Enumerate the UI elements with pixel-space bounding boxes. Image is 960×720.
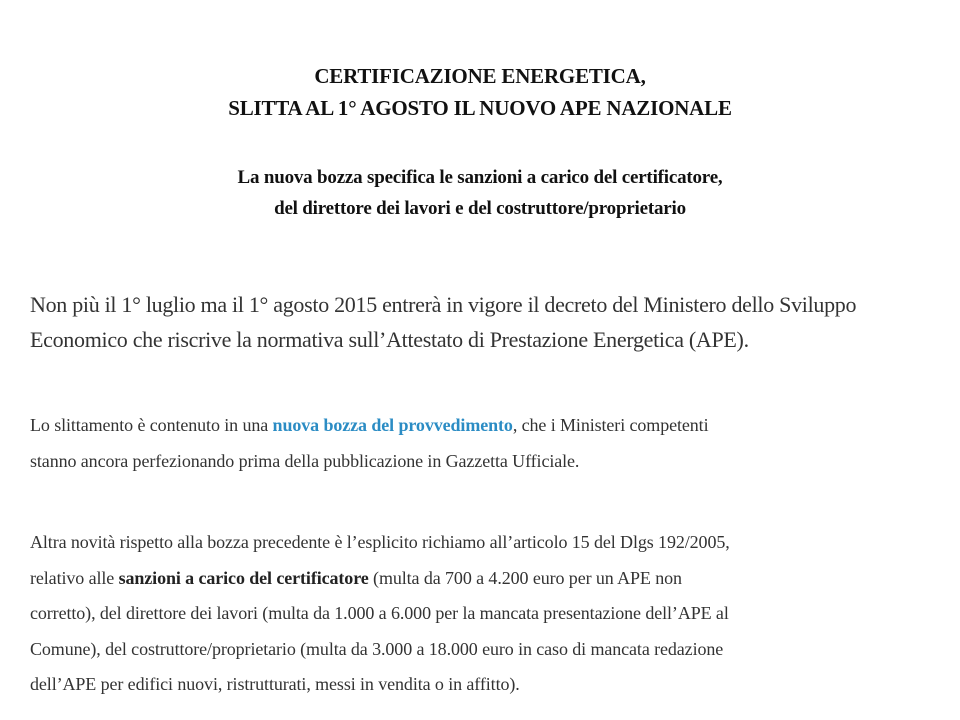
paragraph-intro-line-2: Economico che riscrive la normativa sull’Attestato di Prestazione Energetica (APE). <box>30 327 749 352</box>
title-line-1: CERTIFICAZIONE ENERGETICA, <box>314 64 646 88</box>
subtitle-line-1: La nuova bozza specifica le sanzioni a carico del certificatore, <box>237 167 723 188</box>
paragraph-postponement <box>30 407 930 479</box>
paragraph-sanctions-line-2 <box>30 561 930 597</box>
paragraph-sanctions-line-4: Comune), del costruttore/proprietario (multa da 3.000 a 18.000 euro in caso di mancata redazione <box>30 638 724 659</box>
paragraph-postponement-line-1 <box>30 407 930 443</box>
paragraph-sanctions-text-before-bold: relativo alle <box>30 567 119 588</box>
paragraph-postponement-text-after-link: , che i Ministeri competenti <box>512 415 709 435</box>
paragraph-intro <box>30 287 930 357</box>
paragraph-postponement-line-2: stanno ancora perfezionando prima della pubblicazione in Gazzetta Ufficiale. <box>30 451 580 471</box>
paragraph-sanctions-text-after-bold: (multa da 700 a 4.200 euro per un APE non <box>368 567 682 588</box>
subtitle-line-2: del direttore dei lavori e del costruttore/proprietario <box>274 198 686 219</box>
paragraph-sanctions <box>30 525 930 703</box>
title-line-2: SLITTA AL 1° AGOSTO IL NUOVO APE NAZIONALE <box>228 96 732 120</box>
page-title <box>0 60 960 124</box>
paragraph-sanctions-line-3: corretto), del direttore dei lavori (multa da 1.000 a 6.000 per la mancata presentazione dell’APE al <box>30 603 729 623</box>
paragraph-sanctions-line-5: dell’APE per edifici nuovi, ristrutturati, messi in vendita o in affitto). <box>30 674 520 694</box>
draft-provision-link[interactable]: nuova bozza del provvedimento <box>272 415 513 435</box>
paragraph-intro-line-1: Non più il 1° luglio ma il 1° agosto 2015 entrerà in vigore il decreto del Ministero dello Sviluppo <box>30 292 857 317</box>
paragraph-postponement-text-before-link: Lo slittamento è contenuto in una <box>30 415 273 435</box>
certifier-sanctions-highlight: sanzioni a carico del certificatore <box>118 567 369 588</box>
paragraph-sanctions-line-1: Altra novità rispetto alla bozza precedente è l’esplicito richiamo all’articolo 15 del Dlgs 192/2005, <box>30 532 730 552</box>
subtitle <box>0 162 960 224</box>
